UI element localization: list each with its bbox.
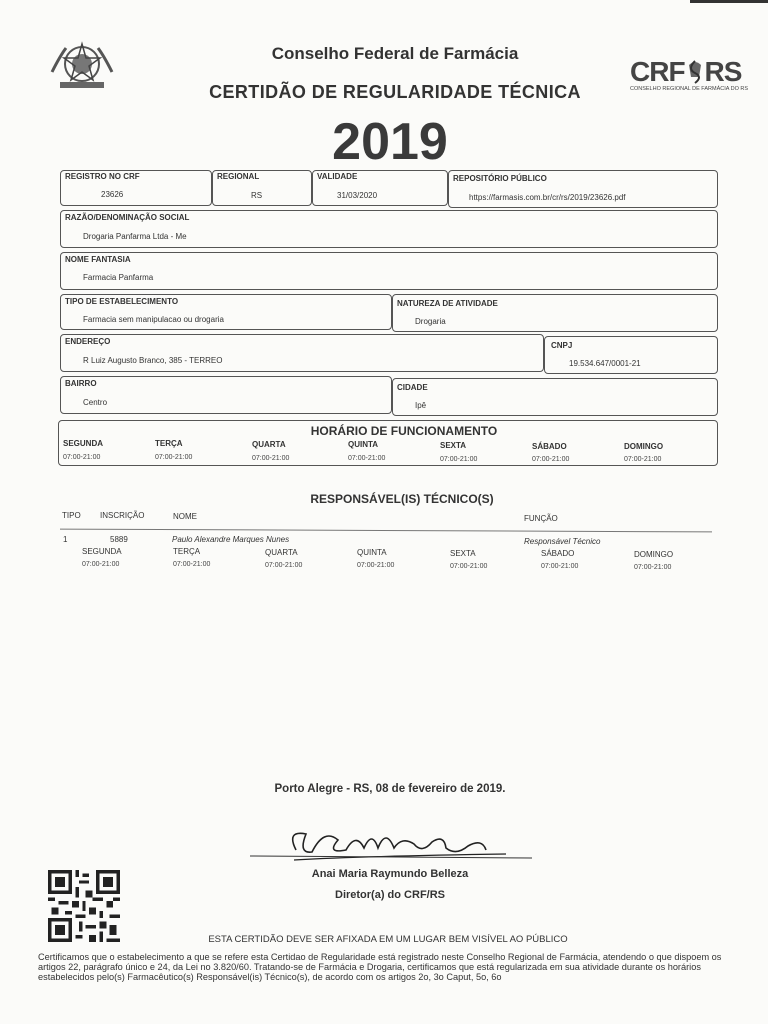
- fantasy-name-box: [60, 252, 718, 290]
- hours-day-2: QUARTA: [252, 440, 286, 449]
- resp-day-5: SÁBADO: [541, 549, 575, 558]
- activity-nature-label: NATUREZA DE ATIVIDADE: [397, 299, 498, 308]
- opening-hours-title: HORÁRIO DE FUNCIONAMENTO: [310, 424, 498, 438]
- district-box: [60, 376, 392, 414]
- hours-value-0: 07:00-21:00: [63, 454, 101, 461]
- fantasy-name-label: NOME FANTASIA: [65, 255, 131, 264]
- social-name-value: Drogaria Panfarma Ltda - Me: [83, 232, 187, 241]
- repository-label: REPOSITÓRIO PÚBLICO: [453, 174, 547, 183]
- certificate-year: 2019: [332, 113, 448, 171]
- resp-value-3: 07:00-21:00: [357, 562, 395, 569]
- table-divider: [60, 529, 712, 533]
- cnpj-label: CNPJ: [551, 341, 573, 350]
- opening-hours-box: [58, 420, 718, 466]
- certificate-title: CERTIDÃO DE REGULARIDADE TÉCNICA: [209, 82, 581, 102]
- district-value: Centro: [83, 398, 108, 407]
- address-label: ENDEREÇO: [65, 337, 111, 346]
- resp-value-4: 07:00-21:00: [450, 563, 488, 570]
- responsible-inscription: 5889: [110, 535, 128, 544]
- hours-day-1: TERÇA: [155, 439, 183, 448]
- hours-day-0: SEGUNDA: [63, 439, 104, 448]
- logo-text-right: RS: [704, 56, 742, 87]
- regional-value: RS: [251, 191, 263, 200]
- resp-value-6: 07:00-21:00: [634, 564, 672, 571]
- signer-name: Anai Maria Raymundo Belleza: [311, 868, 469, 880]
- city-box: [392, 378, 718, 416]
- hours-day-5: SÁBADO: [532, 442, 567, 451]
- resp-day-6: DOMINGO: [634, 550, 674, 559]
- pharmacy-cup-icon: [685, 59, 705, 85]
- hours-value-4: 07:00-21:00: [440, 456, 478, 463]
- resp-value-5: 07:00-21:00: [541, 563, 579, 570]
- crf-registration-value: 23626: [101, 190, 124, 199]
- col-inscription-header: INSCRIÇÃO: [100, 511, 145, 520]
- hours-value-2: 07:00-21:00: [252, 455, 290, 462]
- resp-value-2: 07:00-21:00: [265, 562, 303, 569]
- col-type-header: TIPO: [62, 511, 81, 520]
- resp-day-0: SEGUNDA: [82, 547, 122, 556]
- address-value: R Luiz Augusto Branco, 385 - TERREO: [83, 356, 223, 365]
- hours-value-5: 07:00-21:00: [532, 456, 570, 463]
- resp-day-4: SEXTA: [450, 549, 476, 558]
- resp-day-1: TERÇA: [173, 547, 201, 556]
- certification-text: Certificamos que o estabelecimento a que se refere esta Certidao de Regularidade está registrado neste Conselho Regional de Farmácia, atendendo o que dispoem os artigos 22, parágrafo único e 24, da Lei no 3.820/60. Tratando-se de Farmácia e Drogaria, certificamos que está regularizada em sua atividade durante os horários estabelecidos pelo(s) Farmacêutico(s) Responsável(is) Técnico(s), de acordo com os artigos 2o, 3o Caput, 5o, 6o: [38, 952, 722, 982]
- crf-rs-logo: [630, 56, 750, 92]
- hours-value-1: 07:00-21:00: [155, 454, 193, 461]
- activity-nature-value: Drogaria: [415, 317, 446, 326]
- responsible-type: 1: [63, 535, 68, 544]
- col-name-header: NOME: [173, 512, 197, 521]
- council-title: Conselho Federal de Farmácia: [271, 44, 519, 63]
- establishment-type-value: Farmacia sem manipulacao ou drogaria: [83, 315, 224, 324]
- responsible-title: RESPONSÁVEL(IS) TÉCNICO(S): [310, 492, 494, 506]
- city-label: CIDADE: [397, 383, 428, 392]
- handwritten-signature: [246, 820, 536, 872]
- resp-value-0: 07:00-21:00: [82, 561, 120, 568]
- logo-caption: CONSELHO REGIONAL DE FARMÁCIA DO RS: [630, 86, 749, 92]
- signer-role: Diretor(a) do CRF/RS: [335, 889, 445, 901]
- regional-box: [212, 170, 312, 206]
- cnpj-box: [544, 336, 718, 374]
- col-function-header: FUNÇÃO: [524, 514, 558, 523]
- hours-day-6: DOMINGO: [624, 442, 664, 451]
- repository-box: [448, 170, 718, 208]
- district-label: BAIRRO: [65, 379, 97, 388]
- repository-link[interactable]: https://farmasis.com.br/cr/rs/2019/23626.pdf: [469, 193, 626, 202]
- establishment-type-box: [60, 294, 392, 330]
- cnpj-value: 19.534.647/0001-21: [569, 359, 641, 368]
- regional-label: REGIONAL: [217, 172, 260, 181]
- crf-registration-label: REGISTRO NO CRF: [65, 172, 140, 181]
- resp-day-2: QUARTA: [265, 548, 298, 557]
- city-value: Ipê: [415, 401, 427, 410]
- social-name-box: [60, 210, 718, 248]
- activity-nature-box: [392, 294, 718, 332]
- logo-text-left: CRF: [630, 56, 685, 87]
- hours-day-3: QUINTA: [348, 440, 379, 449]
- responsible-name: Paulo Alexandre Marques Nunes: [172, 535, 290, 544]
- establishment-type-label: TIPO DE ESTABELECIMENTO: [65, 297, 179, 306]
- validity-box: [312, 170, 448, 206]
- hours-value-3: 07:00-21:00: [348, 455, 386, 462]
- crf-registration-box: [60, 170, 212, 206]
- responsible-function: Responsável Técnico: [524, 537, 601, 546]
- resp-day-3: QUINTA: [357, 548, 387, 557]
- place-date: Porto Alegre - RS, 08 de fevereiro de 2019.: [274, 783, 506, 795]
- fantasy-name-value: Farmacia Panfarma: [83, 273, 154, 282]
- social-name-label: RAZÃO/DENOMINAÇÃO SOCIAL: [65, 213, 190, 222]
- top-edge-line: [690, 0, 768, 3]
- resp-value-1: 07:00-21:00: [173, 561, 211, 568]
- hours-value-6: 07:00-21:00: [624, 456, 662, 463]
- display-notice: ESTA CERTIDÃO DEVE SER AFIXADA EM UM LUGAR BEM VISÍVEL AO PÚBLICO: [208, 934, 568, 945]
- validity-value: 31/03/2020: [337, 191, 378, 200]
- hours-day-4: SEXTA: [440, 441, 467, 450]
- qr-code-icon[interactable]: [48, 870, 120, 942]
- validity-label: VALIDADE: [317, 172, 358, 181]
- address-box: [60, 334, 544, 372]
